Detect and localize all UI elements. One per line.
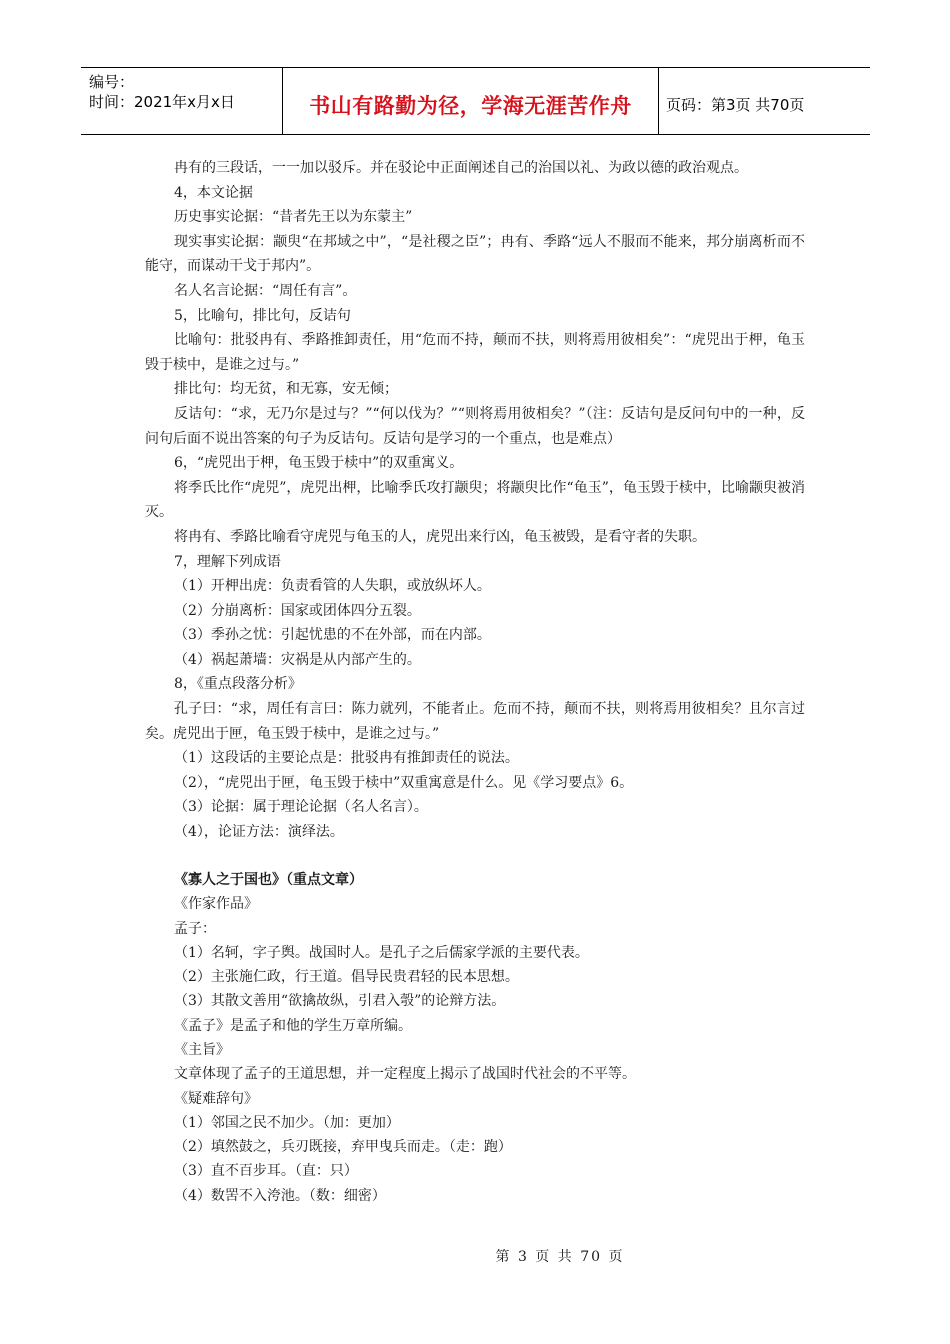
- paragraph: 4，本文论据: [174, 184, 253, 201]
- paragraph: （3）直不百步耳。（直：只）: [174, 1163, 358, 1180]
- paragraph: 比喻句：批驳冉有、季路推卸责任，用“危而不持，颠而不扶，则将焉用彼相矣”：“虎兕出于柙，龟玉毁于椟中，是谁之过与。”: [145, 332, 805, 373]
- paragraph: （4）祸起萧墙：灾祸是从内部产生的。: [174, 651, 421, 668]
- paragraph: 《主旨》: [174, 1042, 230, 1058]
- time-label: 时间：2021年x月x日: [89, 93, 235, 111]
- paragraph: （3）季孙之忧：引起忧患的不在外部，而在内部。: [174, 627, 491, 644]
- paragraph: （2），“虎兕出于匣，龟玉毁于椟中”双重寓意是什么。见《学习要点》6。: [174, 774, 634, 791]
- header-meta: [89, 72, 235, 112]
- page-header: [81, 67, 870, 135]
- paragraph: 孟子：: [174, 920, 216, 937]
- paragraph: 文章体现了孟子的王道思想，并一定程度上揭示了战国时代社会的不平等。: [174, 1066, 636, 1083]
- paragraph: （1）名轲，字子舆。战国时人。是孔子之后儒家学派的主要代表。: [174, 944, 589, 961]
- paragraph: 《孟子》是孟子和他的学生万章所编。: [174, 1017, 412, 1034]
- paragraph: （2）主张施仁政，行王道。倡导民贵君轻的民本思想。: [174, 969, 519, 986]
- paragraph: 历史事实论据：“昔者先王以为东蒙主”: [174, 209, 413, 226]
- page-footer: 第 3 页 共 70 页: [495, 1249, 625, 1265]
- number-label: 编号：: [89, 73, 135, 91]
- header-page-label: 页码：第3页 共70页: [666, 96, 805, 114]
- spacer: [145, 845, 805, 868]
- paragraph: 排比句：均无贫，和无寡，安无倾；: [174, 381, 398, 398]
- paragraph: （4）数罟不入洿池。（数：细密）: [174, 1187, 386, 1204]
- paragraph: 孔子曰：“求，周任有言曰：陈力就列，不能者止。危而不持，颠而不扶，则将焉用彼相矣？且尔言过矣。虎兕出于匣，龟玉毁于椟中，是谁之过与。”: [145, 701, 805, 742]
- paragraph: （2）填然鼓之，兵刃既接，弃甲曳兵而走。（走：跑）: [174, 1139, 512, 1156]
- document-body: [145, 156, 805, 1208]
- paragraph: 将季氏比作“虎兕”，虎兕出柙，比喻季氏攻打颛臾；将颛臾比作“龟玉”，龟玉毁于椟中，比喻颛臾被消灭。: [145, 479, 805, 521]
- section-heading: 《寡人之于国也》（重点文章）: [174, 871, 363, 888]
- paragraph: 将冉有、季路比喻看守虎兕与龟玉的人，虎兕出来行凶，龟玉被毁，是看守者的失职。: [174, 528, 706, 545]
- paragraph: 名人名言论据：“周任有言”。: [174, 282, 357, 299]
- paragraph: 《作家作品》: [174, 896, 258, 913]
- paragraph: 7，理解下列成语: [174, 553, 281, 570]
- paragraph: （3）其散文善用“欲擒故纵，引君入彀”的论辩方法。: [174, 993, 506, 1010]
- paragraph: 《疑难辞句》: [174, 1090, 258, 1107]
- header-divider: [658, 68, 659, 134]
- header-motto: 书山有路勤为径，学海无涯苦作舟: [309, 94, 632, 118]
- paragraph: 6，“虎兕出于柙，龟玉毁于椟中”的双重寓义。: [174, 455, 464, 472]
- paragraph: （1）邻国之民不加少。（加：更加）: [174, 1114, 400, 1131]
- paragraph: 现实事实论据：颛臾“在邦域之中”，“是社稷之臣”；冉有、季路“远人不服而不能来，邦分崩离析而不能守，而谋动干戈于邦内”。: [145, 233, 805, 275]
- paragraph: （3）论据：属于理论论据（名人名言）。: [174, 799, 428, 816]
- paragraph: （1）开柙出虎：负责看管的人失职，或放纵坏人。: [174, 578, 491, 595]
- paragraph: （4），论证方法：演绎法。: [174, 824, 344, 841]
- paragraph: 反诘句：“求，无乃尔是过与？”“何以伐为？”“则将焉用彼相矣？”（注：反诘句是反问句中的一种，反问句后面不说出答案的句子为反诘句。反诘句是学习的一个重点，也是难点）: [145, 405, 805, 447]
- paragraph: （2）分崩离析：国家或团体四分五裂。: [174, 602, 421, 619]
- paragraph: （1）这段话的主要论点是：批驳冉有推卸责任的说法。: [174, 750, 519, 767]
- paragraph: 5，比喻句，排比句，反诘句: [174, 307, 351, 324]
- paragraph: 冉有的三段话，一一加以驳斥。并在驳论中正面阐述自己的治国以礼、为政以德的政治观点。: [174, 160, 748, 176]
- paragraph: 8，《重点段落分析》: [174, 676, 302, 693]
